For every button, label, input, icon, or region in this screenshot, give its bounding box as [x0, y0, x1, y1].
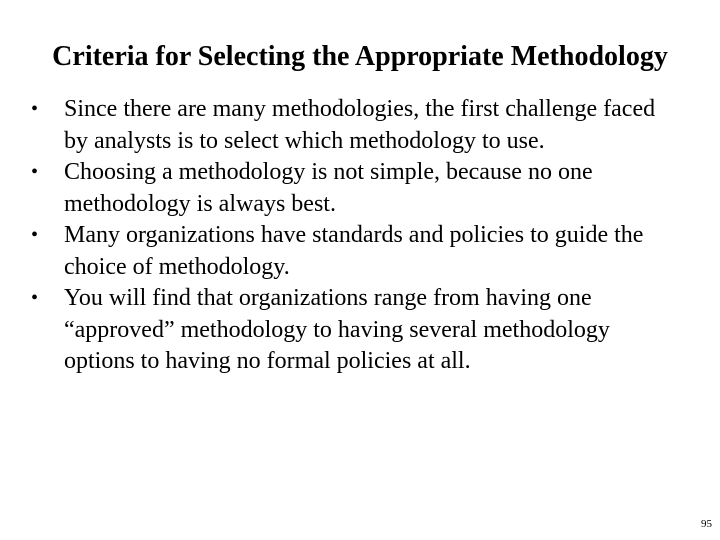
- bullet-text: Choosing a methodology is not simple, because no one methodology is always best.: [64, 159, 593, 217]
- slide-title: Criteria for Selecting the Appropriate Methodology: [52, 40, 668, 72]
- bullet-item: [30, 157, 670, 220]
- bullet-text: You will find that organizations range from having one “approved” methodology to having several methodology options to having no formal policies at all.: [64, 285, 610, 374]
- bullet-item: [30, 220, 670, 283]
- bullet-dot-icon: •: [31, 161, 39, 183]
- bullet-item: [30, 283, 670, 378]
- bullet-list: [30, 94, 670, 378]
- bullet-dot-icon: •: [31, 287, 39, 309]
- bullet-item: [30, 94, 670, 157]
- bullet-text: Many organizations have standards and policies to guide the choice of methodology.: [64, 222, 644, 280]
- bullet-dot-icon: •: [31, 224, 39, 246]
- bullet-dot-icon: •: [31, 98, 39, 120]
- page-number: 95: [701, 518, 712, 530]
- bullet-text: Since there are many methodologies, the first challenge faced by analysts is to select which methodology to use.: [64, 96, 656, 154]
